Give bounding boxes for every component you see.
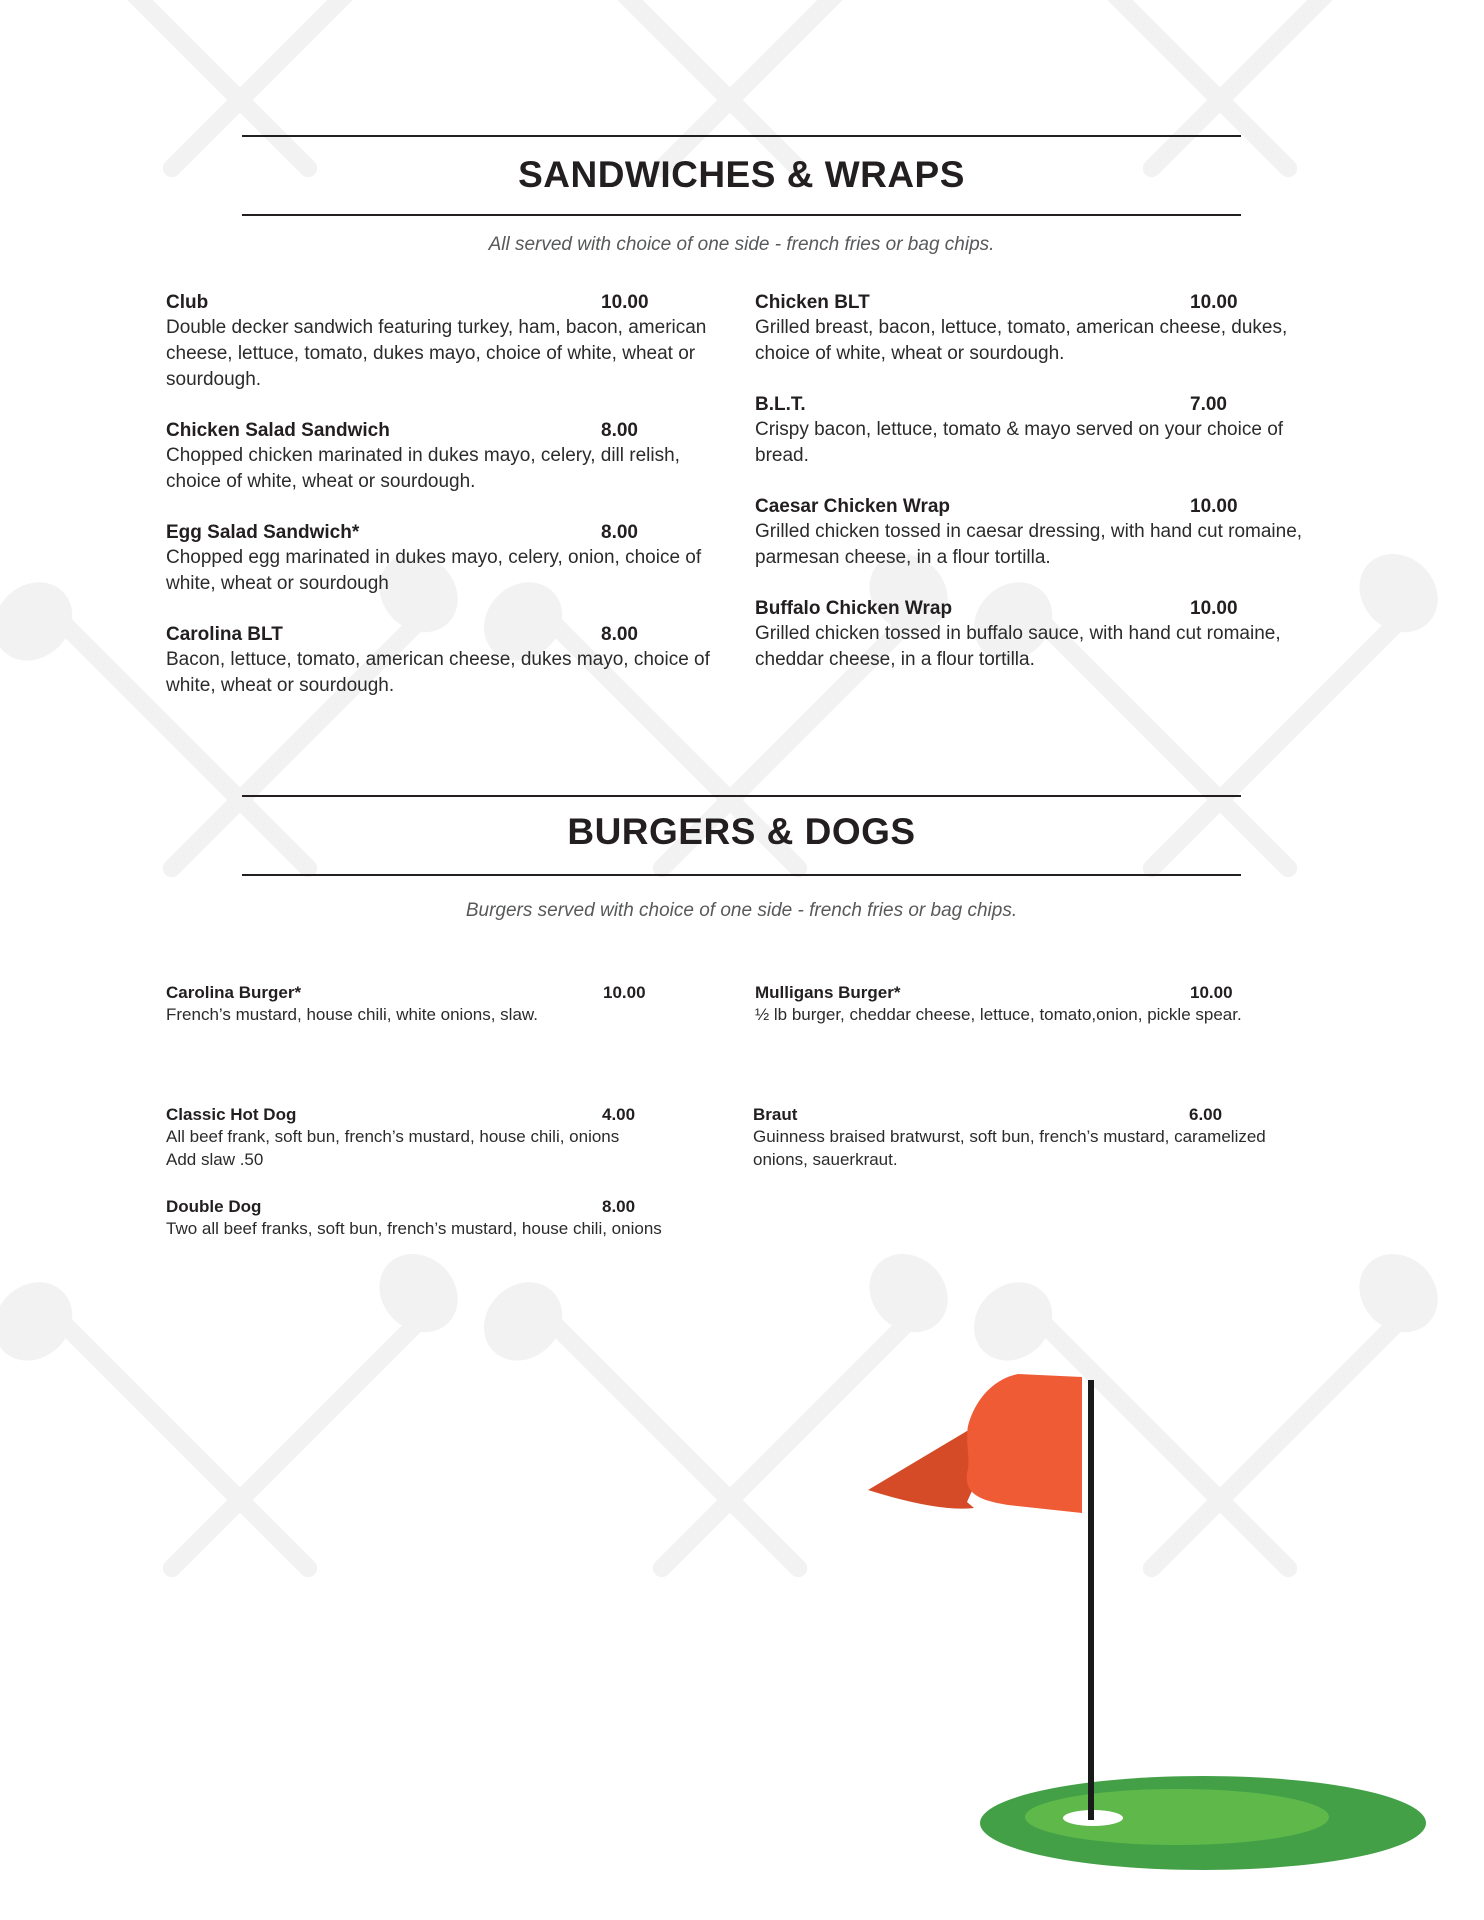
section-bottom-rule: [242, 874, 1241, 876]
flag-pole: [1088, 1380, 1094, 1820]
item-description: Crispy bacon, lettuce, tomato & mayo served on your choice of bread.: [755, 419, 1284, 466]
item-name: Egg Salad Sandwich*: [166, 522, 360, 543]
item-price: 6.00: [1189, 1105, 1223, 1124]
item-price: 10.00: [1190, 496, 1238, 517]
item-price: 4.00: [602, 1105, 636, 1124]
item-description: Chopped egg marinated in dukes mayo, celery, onion, choice of white, wheat or sourdough: [166, 547, 702, 594]
item-price: 10.00: [1190, 292, 1238, 313]
item-name: Carolina BLT: [166, 624, 283, 645]
section-note-sandwiches: All served with choice of one side - french fries or bag chips.: [488, 234, 995, 255]
item-name: Buffalo Chicken Wrap: [755, 598, 953, 619]
section-title-sandwiches: SANDWICHES & WRAPS: [518, 154, 965, 195]
item-price: 8.00: [602, 1197, 636, 1216]
item-description: Grilled breast, bacon, lettuce, tomato, american cheese, dukes, choice of white, wheat or sourdough.: [755, 317, 1288, 364]
item-addon: Add slaw .50: [166, 1150, 264, 1169]
item-name: Chicken BLT: [755, 292, 870, 313]
item-price: 10.00: [601, 292, 649, 313]
item-description: Double decker sandwich featuring turkey, ham, bacon, american cheese, lettuce, tomato, dukes mayo, choice of white, wheat or sourdough.: [166, 317, 707, 390]
item-description: Grilled chicken tossed in buffalo sauce, with hand cut romaine, cheddar cheese, in a flour tortilla.: [755, 623, 1281, 670]
item-description: Bacon, lettuce, tomato, american cheese, dukes mayo, choice of white, wheat or sourdough.: [166, 649, 710, 696]
item-name: Club: [166, 292, 209, 313]
section-top-rule: [242, 135, 1241, 137]
section-bottom-rule: [242, 214, 1241, 216]
item-name: Classic Hot Dog: [166, 1105, 297, 1124]
item-price: 7.00: [1190, 394, 1227, 415]
item-price: 8.00: [601, 624, 638, 645]
item-name: Chicken Salad Sandwich: [166, 420, 390, 441]
item-name: Mulligans Burger*: [755, 983, 901, 1002]
item-price: 10.00: [1190, 983, 1233, 1002]
item-description: Guinness braised bratwurst, soft bun, french’s mustard, caramelized onions, sauerkraut.: [753, 1127, 1266, 1169]
item-name: Double Dog: [166, 1197, 262, 1216]
item-description: ½ lb burger, cheddar cheese, lettuce, tomato,onion, pickle spear.: [755, 1005, 1242, 1024]
flag-cloth: [967, 1374, 1082, 1513]
section-note-burgers: Burgers served with choice of one side - french fries or bag chips.: [465, 900, 1018, 921]
flag-shadow-fold: [868, 1428, 976, 1509]
item-description: Grilled chicken tossed in caesar dressing, with hand cut romaine, parmesan cheese, in a flour tortilla.: [755, 521, 1303, 568]
item-description: Chopped chicken marinated in dukes mayo, celery, dill relish, choice of white, wheat or sourdough.: [166, 445, 680, 492]
golf-flag-on-green-icon: [860, 1370, 1430, 1880]
section-title-burgers: BURGERS & DOGS: [567, 811, 916, 852]
item-name: B.L.T.: [755, 394, 806, 415]
item-name: Caesar Chicken Wrap: [755, 496, 951, 517]
item-name: Braut: [753, 1105, 798, 1124]
item-price: 8.00: [601, 522, 638, 543]
item-price: 8.00: [601, 420, 638, 441]
item-price: 10.00: [1190, 598, 1238, 619]
item-description: Two all beef franks, soft bun, french’s mustard, house chili, onions: [166, 1219, 662, 1238]
item-description: French’s mustard, house chili, white onions, slaw.: [166, 1005, 538, 1024]
item-name: Carolina Burger*: [166, 983, 302, 1002]
item-description: All beef frank, soft bun, french’s mustard, house chili, onions: [166, 1127, 620, 1146]
section-top-rule: [242, 795, 1241, 797]
item-price: 10.00: [603, 983, 646, 1002]
